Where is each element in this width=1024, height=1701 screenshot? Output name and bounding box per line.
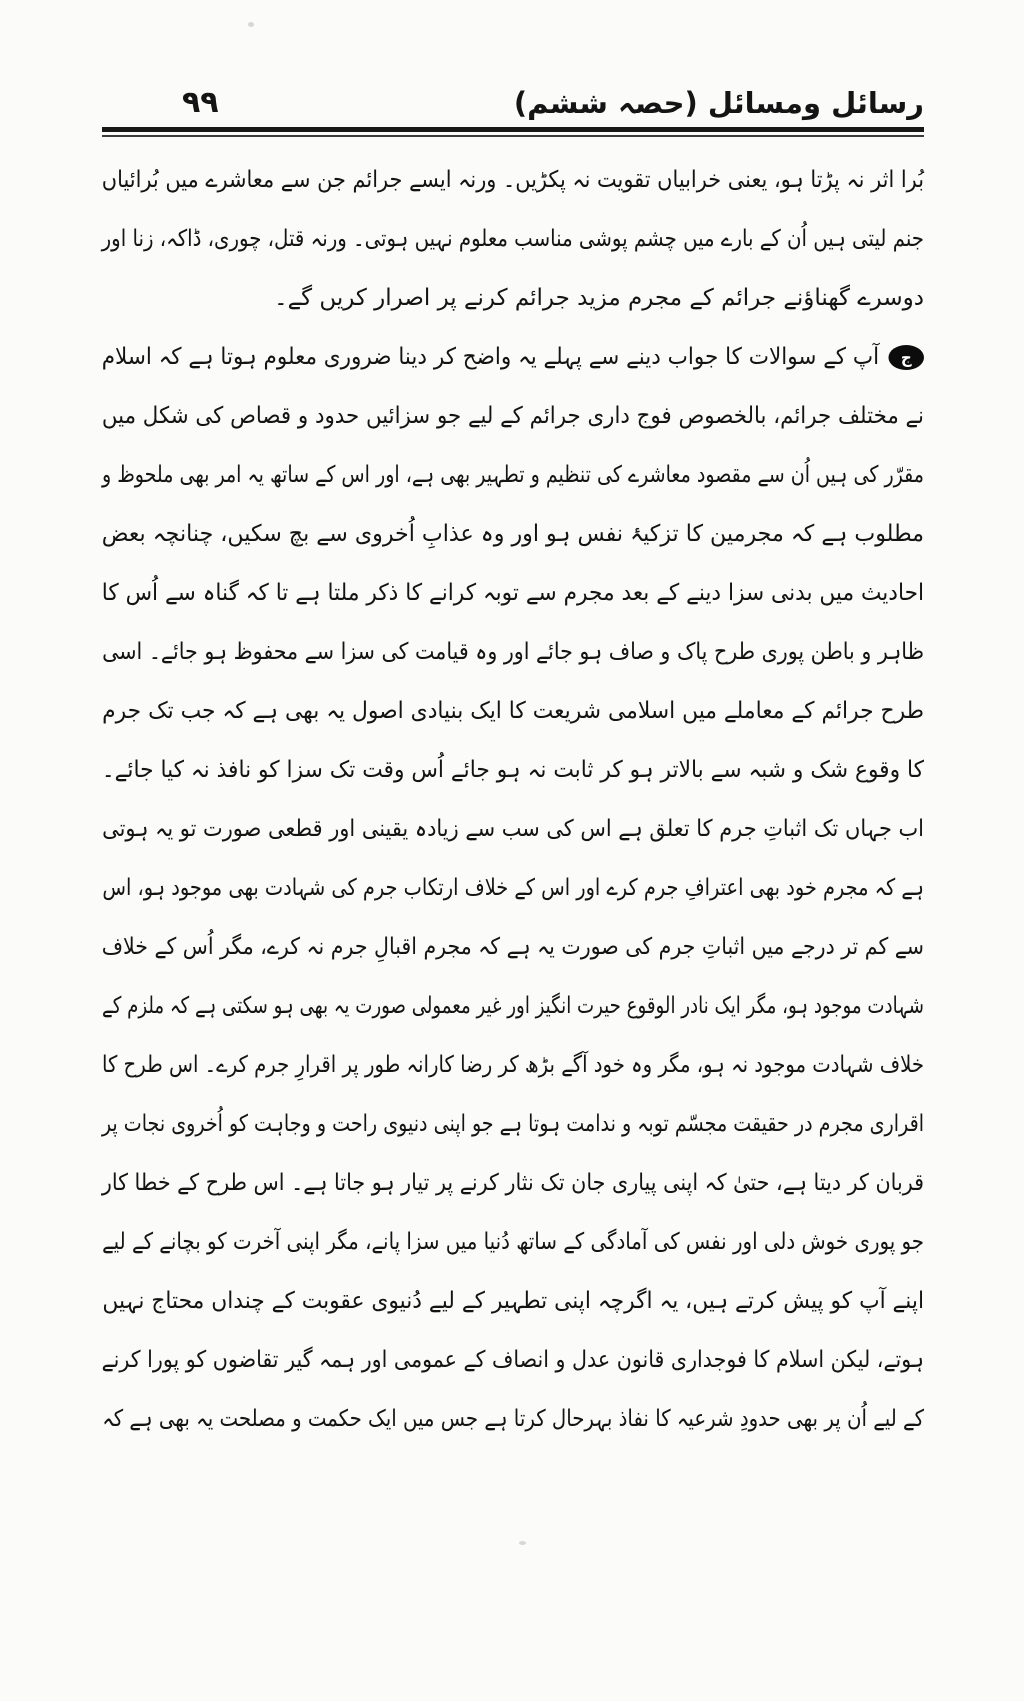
- text-line: سے کم تر درجے میں اثباتِ جرم کی صورت یہ ہے کہ مجرم اقبالِ جرم نہ کرے، مگر اُس کے خلاف: [101, 934, 925, 960]
- page-body: [102, 151, 924, 1449]
- text-line: جنم لیتی ہیں اُن کے بارے میں چشم پوشی مناسب معلوم نہیں ہوتی۔ ورنہ قتل، چوری، ڈاکہ، زنا اور: [101, 226, 924, 252]
- answer-jeem-marker-icon: ج: [888, 345, 924, 370]
- paragraph-answer: [102, 328, 924, 800]
- text-line: اب جہاں تک اثباتِ جرم کا تعلق ہے اس کی سب سے زیادہ یقینی اور قطعی صورت تو یہ ہوتی: [102, 816, 925, 842]
- text-line: [101, 328, 924, 387]
- page-header: [0, 0, 1024, 120]
- text-line: کے لیے اُن پر بھی حدودِ شرعیہ کا نفاذ بہرحال کرتا ہے جس میں ایک حکمت و مصلحت یہ بھی ہے کہ: [102, 1406, 924, 1432]
- text-line: شہادت موجود ہو، مگر ایک نادر الوقوع حیرت انگیز اور غیر معمولی صورت یہ بھی ہو سکتی ہے کہ ملزم کے: [102, 993, 925, 1019]
- book-title: رسائل ومسائل (حصہ ششم): [513, 86, 924, 120]
- text-line-text: آپ کے سوالات کا جواب دینے سے پہلے یہ واضح کر دینا ضروری معلوم ہوتا ہے کہ اسلام: [101, 344, 880, 370]
- text-line: احادیث میں بدنی سزا دینے کے بعد مجرم سے توبہ کرانے کا ذکر ملتا ہے تا کہ گناہ سے اُس کا: [101, 580, 924, 606]
- text-line: اپنے آپ کو پیش کرتے ہیں، یہ اگرچہ اپنی تطہیر کے لیے دُنیوی عقوبت کے چنداں محتاج نہیں: [102, 1288, 924, 1314]
- text-line: ظاہر و باطن پوری طرح پاک و صاف ہو جائے اور وہ قیامت کی سزا سے محفوظ ہو جائے۔ اسی: [102, 639, 924, 665]
- text-line: دوسرے گھناؤنے جرائم کے مجرم مزید جرائم کرنے پر اصرار کریں گے۔: [274, 285, 924, 311]
- text-line: خلاف شہادت موجود نہ ہو، مگر وہ خود آگے بڑھ کر رضا کارانہ طور پر اقرارِ جرم کرے۔ اس طرح کا: [101, 1052, 924, 1078]
- scan-speck: [248, 22, 254, 27]
- page-number: ۹۹: [182, 85, 219, 120]
- text-line: بُرا اثر نہ پڑتا ہو، یعنی خرابیاں تقویت نہ پکڑیں۔ ورنہ ایسے جرائم جن سے معاشرے میں بُرائیاں: [101, 167, 924, 193]
- scan-speck: [519, 1541, 526, 1545]
- text-line: جو پوری خوش دلی اور نفس کی آمادگی کے ساتھ دُنیا میں سزا پانے، مگر اپنی آخرت کو بچانے کے لیے: [102, 1229, 924, 1255]
- paragraph-continuation: [102, 151, 924, 328]
- text-line: ہے کہ مجرم خود بھی اعترافِ جرم کرے اور اس کے خلاف ارتکاب جرم کی شہادت بھی موجود ہو، اس: [102, 875, 924, 901]
- text-line: اقراری مجرم در حقیقت مجسّم توبہ و ندامت ہوتا ہے جو اپنی دنیوی راحت و وجاہت کو اُخروی نجات پر: [101, 1111, 924, 1137]
- text-line: مقرّر کی ہیں اُن سے مقصود معاشرے کی تنظیم و تطہیر بھی ہے، اور اس کے ساتھ یہ امر بھی ملحوظ و: [101, 462, 925, 488]
- text-line: مطلوب ہے کہ مجرمین کا تزکیۂ نفس ہو اور وہ عذابِ اُخروی سے بچ سکیں، چنانچہ بعض: [101, 521, 924, 547]
- text-line: ہوتے، لیکن اسلام کا فوجداری قانون عدل و انصاف کے عمومی اور ہمہ گیر تقاضوں کو پورا کرنے: [101, 1347, 924, 1373]
- text-line: طرح جرائم کے معاملے میں اسلامی شریعت کا ایک بنیادی اصول یہ بھی ہے کہ جب تک جرم: [102, 698, 925, 724]
- paragraph-proof: [102, 800, 924, 1449]
- text-line: نے مختلف جرائم، بالخصوص فوج داری جرائم کے لیے جو سزائیں حدود و قصاص کی شکل میں: [101, 403, 924, 429]
- text-line: قربان کر دیتا ہے، حتیٰ کہ اپنی پیاری جان تک نثار کرنے پر تیار ہو جاتا ہے۔ اس طرح کے خطا کار: [101, 1170, 924, 1196]
- header-double-rule: [102, 127, 924, 137]
- text-line: کا وقوع شک و شبہ سے بالاتر ہو کر ثابت نہ ہو جائے اُس وقت تک سزا کو نافذ نہ کیا جائے۔: [101, 757, 924, 783]
